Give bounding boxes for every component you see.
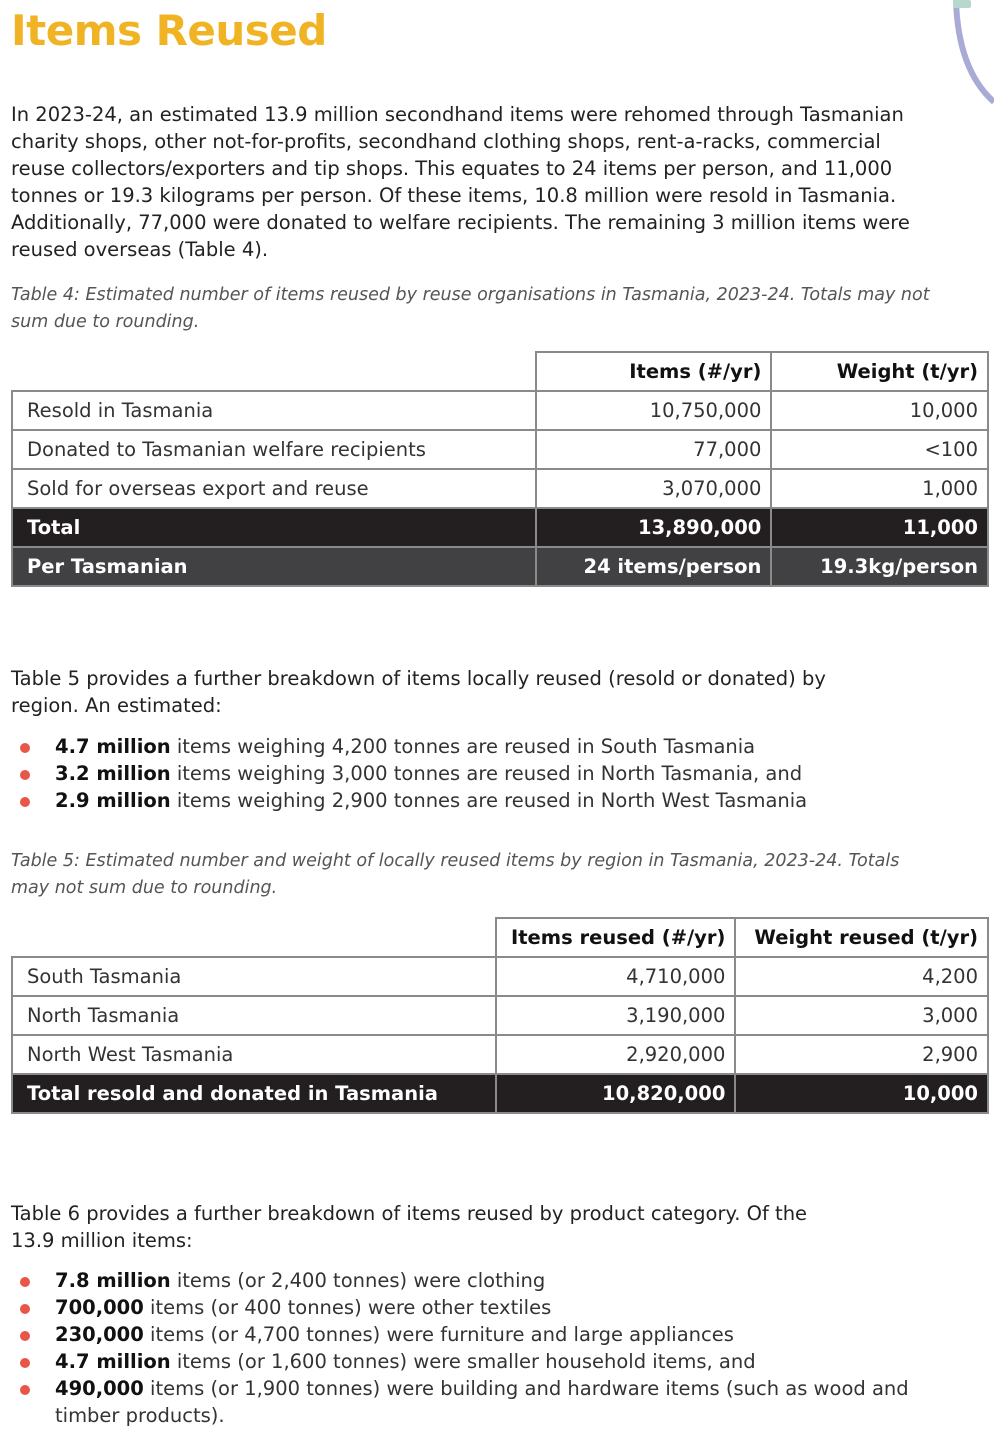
category-bullet-list (11, 1267, 971, 1429)
row-weight: 4,200 (735, 957, 988, 996)
list-item: 700,000 items (or 400 tonnes) were other textiles (11, 1294, 971, 1321)
list-item: 2.9 million items weighing 2,900 tonnes are reused in North West Tasmania (11, 787, 971, 814)
row-weight: 10,000 (771, 391, 988, 430)
row-weight: <100 (771, 430, 988, 469)
corner-arc-decoration (934, 0, 994, 110)
header-items-reused: Items reused (#/yr) (496, 918, 735, 957)
table-row (12, 1035, 988, 1074)
header-items: Items (#/yr) (536, 352, 772, 391)
row-items: 4,710,000 (496, 957, 735, 996)
row-label: Donated to Tasmanian welfare recipients (12, 430, 536, 469)
row-weight: 3,000 (735, 996, 988, 1035)
total-items: 10,820,000 (496, 1074, 735, 1113)
total-weight: 10,000 (735, 1074, 988, 1113)
bullet-dot-icon (20, 743, 30, 753)
header-weight: Weight (t/yr) (771, 352, 988, 391)
list-item: 490,000 items (or 1,900 tonnes) were building and hardware items (such as wood and timber products). (11, 1375, 971, 1429)
bullet-dot-icon (20, 1331, 30, 1341)
table-row (12, 430, 988, 469)
total-label: Total resold and donated in Tasmania (12, 1074, 496, 1113)
row-items: 2,920,000 (496, 1035, 735, 1074)
per-weight: 19.3kg/person (771, 547, 988, 586)
row-weight: 2,900 (735, 1035, 988, 1074)
total-weight: 11,000 (771, 508, 988, 547)
table-header-row (12, 352, 988, 391)
row-items: 3,190,000 (496, 996, 735, 1035)
row-label: Sold for overseas export and reuse (12, 469, 536, 508)
row-items: 10,750,000 (536, 391, 772, 430)
row-label: North West Tasmania (12, 1035, 496, 1074)
table-header-row (12, 918, 988, 957)
per-items: 24 items/person (536, 547, 772, 586)
bullet-dot-icon (20, 770, 30, 780)
bullet-dot-icon (20, 1304, 30, 1314)
total-row (12, 508, 988, 547)
page-title: Items Reused (11, 6, 327, 55)
row-label: South Tasmania (12, 957, 496, 996)
bullet-dot-icon (20, 1385, 30, 1395)
table5 (11, 917, 989, 1114)
table6-intro: Table 6 provides a further breakdown of items reused by product category. Of the 13.9 million items: (11, 1202, 808, 1252)
list-item: 4.7 million items (or 1,600 tonnes) were smaller household items, and (11, 1348, 971, 1375)
row-label: North Tasmania (12, 996, 496, 1035)
list-item: 230,000 items (or 4,700 tonnes) were furniture and large appliances (11, 1321, 971, 1348)
table-row (12, 469, 988, 508)
header-weight-reused: Weight reused (t/yr) (735, 918, 988, 957)
intro-paragraph: In 2023-24, an estimated 13.9 million secondhand items were rehomed through Tasmanian charity shops, other not-for-profits, secondhand clothing shops, rent-a-racks, commercial reuse collectors/exporters and tip shops. This equates to 24 items per person, and 11,000 tonnes or 19.3 kilograms per person. Of these items, 10.8 million were resold in Tasmania. Additionally, 77,000 were donated to welfare recipients. The remaining 3 million items were reused overseas (Table 4). (11, 103, 910, 261)
row-weight: 1,000 (771, 469, 988, 508)
table4-caption: Table 4: Estimated number of items reused by reuse organisations in Tasmania, 2023-24. Totals may not sum due to rounding. (11, 285, 930, 332)
list-item: 3.2 million items weighing 3,000 tonnes are reused in North Tasmania, and (11, 760, 971, 787)
table4 (11, 351, 989, 587)
per-tasmanian-row (12, 547, 988, 586)
region-bullet-list (11, 733, 971, 814)
row-items: 3,070,000 (536, 469, 772, 508)
header-blank-cell (12, 918, 496, 957)
table5-caption: Table 5: Estimated number and weight of locally reused items by region in Tasmania, 2023-24. Totals may not sum due to rounding. (11, 851, 900, 898)
total-label: Total (12, 508, 536, 547)
table5-intro: Table 5 provides a further breakdown of items locally reused (resold or donated) by region. An estimated: (11, 667, 826, 717)
total-items: 13,890,000 (536, 508, 772, 547)
total-row (12, 1074, 988, 1113)
header-blank-cell (12, 352, 536, 391)
row-label: Resold in Tasmania (12, 391, 536, 430)
list-item: 4.7 million items weighing 4,200 tonnes are reused in South Tasmania (11, 733, 971, 760)
per-label: Per Tasmanian (12, 547, 536, 586)
list-item: 7.8 million items (or 2,400 tonnes) were clothing (11, 1267, 971, 1294)
table-row (12, 391, 988, 430)
table-row (12, 957, 988, 996)
bullet-dot-icon (20, 797, 30, 807)
bullet-dot-icon (20, 1277, 30, 1287)
bullet-dot-icon (20, 1358, 30, 1368)
table-row (12, 996, 988, 1035)
row-items: 77,000 (536, 430, 772, 469)
